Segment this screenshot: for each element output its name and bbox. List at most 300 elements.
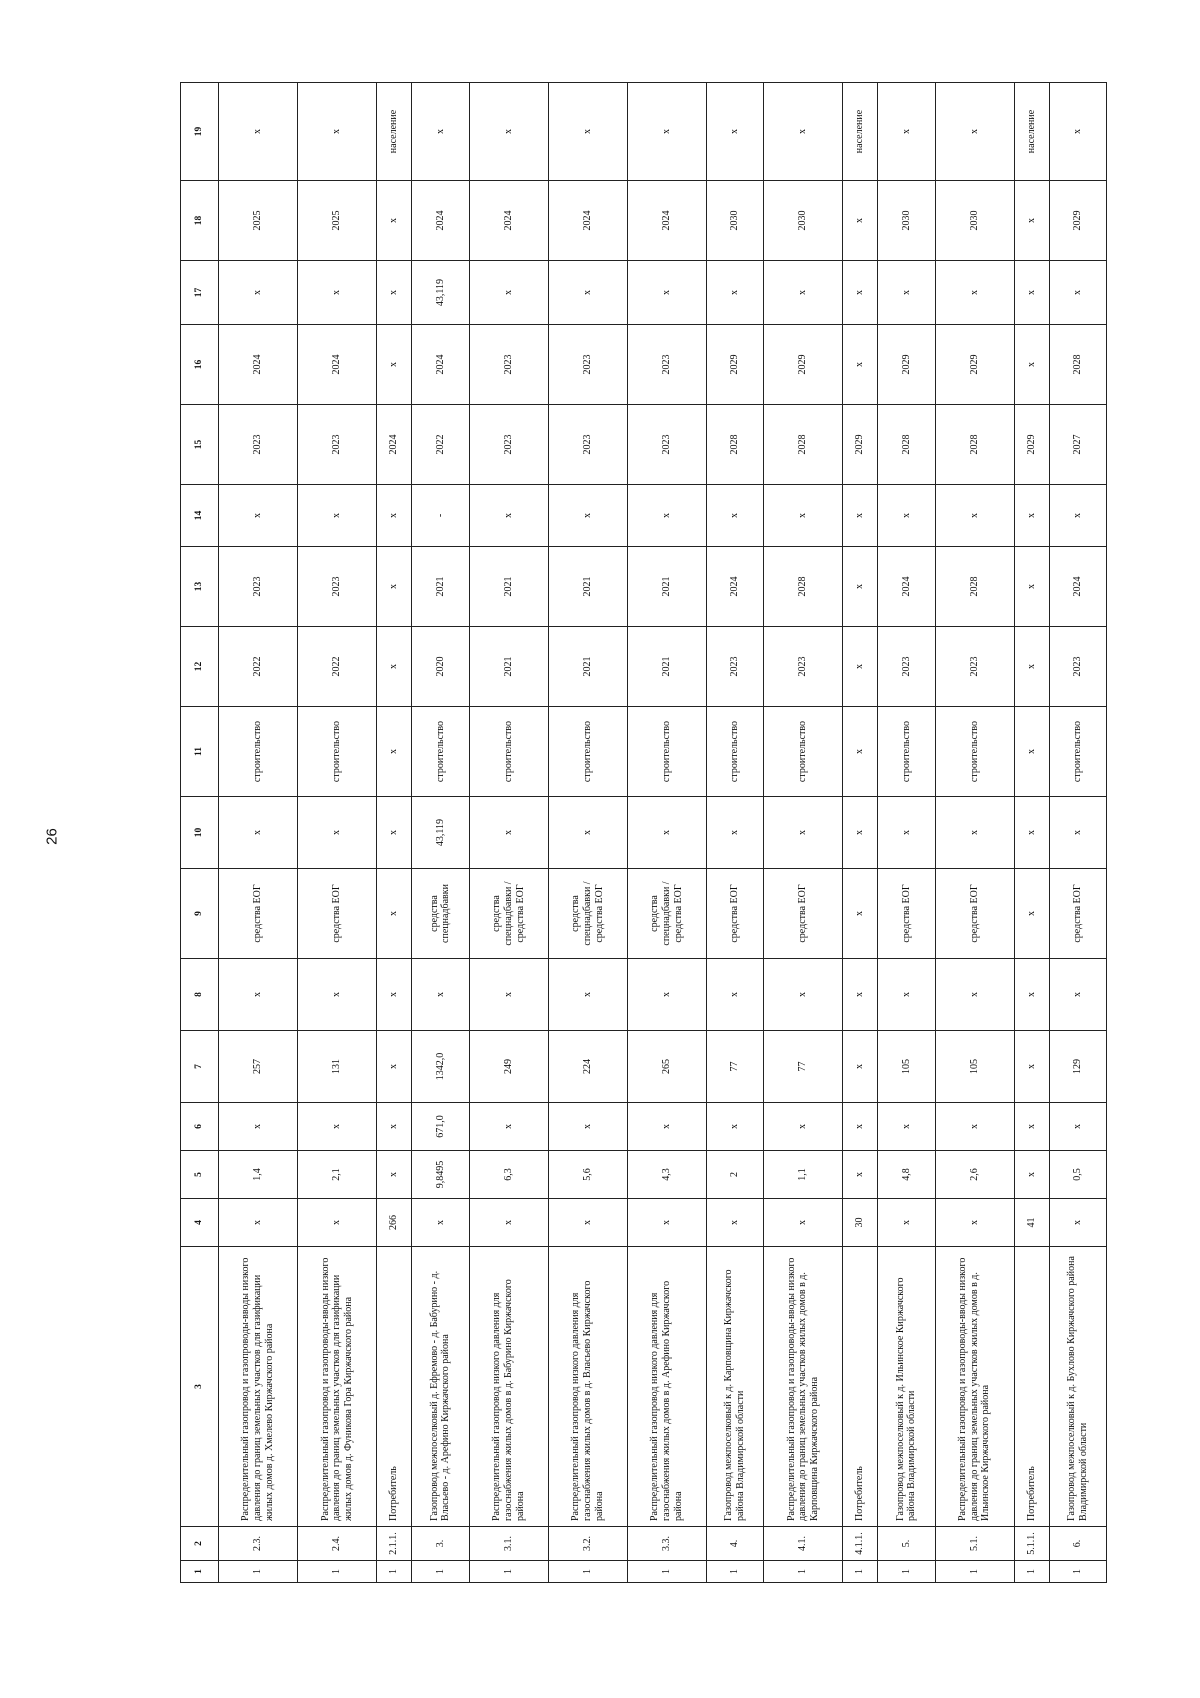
table-cell: 1 <box>1049 1561 1106 1583</box>
table-cell: x <box>843 325 878 405</box>
table-cell: 2 <box>707 1151 764 1199</box>
table-cell: x <box>935 83 1014 181</box>
table-cell: x <box>1014 707 1049 797</box>
table-row <box>412 83 469 1583</box>
table-cell: 0,5 <box>1049 1151 1106 1199</box>
table-row <box>1049 83 1106 1583</box>
table-cell: x <box>298 1103 377 1151</box>
table-cell: строительство <box>707 707 764 797</box>
table-cell: население <box>1014 83 1049 181</box>
table-cell: 257 <box>219 1031 298 1103</box>
table-cell: x <box>707 83 764 181</box>
table-cell: x <box>627 1199 706 1247</box>
header-cell: 9 <box>181 869 219 959</box>
description-cell: Распределительный газопровод и газопроводы-вводы низкого давления до границ земельных участков жилых домов в д. Ильинское Киржачского района <box>935 1247 1014 1527</box>
table-cell: x <box>935 959 1014 1031</box>
table-cell: x <box>377 627 412 707</box>
table-cell: 2020 <box>412 627 469 707</box>
description-cell: Распределительный газопровод низкого давления для газоснабжения жилых домов в д. Бабурино Киржачского района <box>469 1247 548 1527</box>
table-cell: строительство <box>627 707 706 797</box>
table-cell: x <box>935 1103 1014 1151</box>
table-cell: x <box>878 261 935 325</box>
table-cell: 3.2. <box>548 1527 627 1561</box>
table-cell: 2027 <box>1049 405 1106 485</box>
table-cell: 1,1 <box>764 1151 843 1199</box>
table-cell: x <box>1049 1199 1106 1247</box>
table-cell: 1 <box>377 1561 412 1583</box>
table-cell: x <box>1014 485 1049 547</box>
table-cell: 2,6 <box>935 1151 1014 1199</box>
table-cell: 1342,0 <box>412 1031 469 1103</box>
table-cell: 2029 <box>1014 405 1049 485</box>
table-cell: 2024 <box>1049 547 1106 627</box>
table-cell: x <box>843 181 878 261</box>
table-cell: 2023 <box>627 405 706 485</box>
table-cell: x <box>548 485 627 547</box>
table-cell: строительство <box>298 707 377 797</box>
table-row <box>843 83 878 1583</box>
table-cell: строительство <box>1049 707 1106 797</box>
table-row <box>1014 83 1049 1583</box>
table-cell: 2021 <box>469 547 548 627</box>
table-cell: x <box>377 1031 412 1103</box>
description-cell: Потребитель <box>843 1247 878 1527</box>
page-number: 26 <box>43 828 61 845</box>
table-cell: 2023 <box>548 325 627 405</box>
table-cell: x <box>298 261 377 325</box>
table-cell: x <box>377 547 412 627</box>
table-cell: x <box>469 797 548 869</box>
table-cell: x <box>377 485 412 547</box>
table-cell: x <box>219 83 298 181</box>
table-cell: 30 <box>843 1199 878 1247</box>
header-cell: 18 <box>181 181 219 261</box>
header-row <box>181 83 219 1583</box>
description-cell: Потребитель <box>377 1247 412 1527</box>
table-cell: 1,4 <box>219 1151 298 1199</box>
table-cell: x <box>1014 1151 1049 1199</box>
table-cell: 4. <box>707 1527 764 1561</box>
table-cell: x <box>548 959 627 1031</box>
table-cell: 2024 <box>377 405 412 485</box>
table-cell: 1 <box>935 1561 1014 1583</box>
table-cell: x <box>935 485 1014 547</box>
table-cell: 2024 <box>298 325 377 405</box>
table-viewport <box>180 109 1107 1583</box>
table-cell: x <box>219 261 298 325</box>
table-cell: 2025 <box>298 181 377 261</box>
table-cell: 6. <box>1049 1527 1106 1561</box>
header-cell: 1 <box>181 1561 219 1583</box>
header-cell: 3 <box>181 1247 219 1527</box>
table-cell: x <box>627 83 706 181</box>
description-cell: Распределительный газопровод и газопроводы-вводы низкого давления до границ земельных участков жилых домов в д. Карповщина Киржачского района <box>764 1247 843 1527</box>
header-cell: 15 <box>181 405 219 485</box>
header-cell: 2 <box>181 1527 219 1561</box>
table-cell: 671,0 <box>412 1103 469 1151</box>
table-cell: x <box>707 797 764 869</box>
table-cell: x <box>843 1151 878 1199</box>
table-body <box>181 83 1107 1583</box>
table-cell: 2025 <box>219 181 298 261</box>
data-table <box>180 82 1107 1583</box>
table-cell: 1 <box>548 1561 627 1583</box>
table-cell: x <box>377 261 412 325</box>
table-cell: 2023 <box>1049 627 1106 707</box>
header-cell: 10 <box>181 797 219 869</box>
table-cell: 2023 <box>298 547 377 627</box>
table-cell: x <box>1049 261 1106 325</box>
table-cell: 2023 <box>935 627 1014 707</box>
table-cell: x <box>843 869 878 959</box>
table-cell: 6,3 <box>469 1151 548 1199</box>
table-row <box>298 83 377 1583</box>
table-cell: x <box>298 959 377 1031</box>
table-cell: 2,1 <box>298 1151 377 1199</box>
table-cell: 1 <box>219 1561 298 1583</box>
description-cell: Распределительный газопровод низкого давления для газоснабжения жилых домов в д. Власьево Киржачского района <box>548 1247 627 1527</box>
table-cell: 2021 <box>627 547 706 627</box>
table-cell: средства ЕОГ <box>878 869 935 959</box>
table-cell: 2028 <box>935 547 1014 627</box>
table-cell: x <box>1049 959 1106 1031</box>
table-cell: x <box>843 1031 878 1103</box>
table-cell: 105 <box>935 1031 1014 1103</box>
table-cell: x <box>843 707 878 797</box>
table-cell: 2028 <box>764 405 843 485</box>
table-cell: 5,6 <box>548 1151 627 1199</box>
table-cell: 2024 <box>627 181 706 261</box>
table-cell: x <box>878 485 935 547</box>
table-cell: x <box>469 261 548 325</box>
table-cell: средства ЕОГ <box>1049 869 1106 959</box>
table-cell: x <box>1014 181 1049 261</box>
table-cell: x <box>707 485 764 547</box>
table-cell: x <box>843 959 878 1031</box>
table-cell: 2030 <box>935 181 1014 261</box>
table-row <box>377 83 412 1583</box>
table-cell: x <box>548 261 627 325</box>
table-cell: x <box>764 1103 843 1151</box>
table-cell: 2023 <box>548 405 627 485</box>
table-cell: x <box>764 261 843 325</box>
table-cell: x <box>1014 325 1049 405</box>
table-cell: строительство <box>764 707 843 797</box>
table-cell: 2024 <box>219 325 298 405</box>
table-cell: x <box>1049 1103 1106 1151</box>
table-cell: x <box>627 1103 706 1151</box>
table-cell: x <box>377 325 412 405</box>
table-cell: 4,3 <box>627 1151 706 1199</box>
header-cell: 7 <box>181 1031 219 1103</box>
table-cell: - <box>412 485 469 547</box>
table-cell: 224 <box>548 1031 627 1103</box>
table-cell: 2023 <box>298 405 377 485</box>
table-cell: 4.1. <box>764 1527 843 1561</box>
description-cell: Газопровод межпоселковый к д. Ильинское Киржачского района Владимирской области <box>878 1247 935 1527</box>
table-cell: x <box>219 797 298 869</box>
table-cell: 5. <box>878 1527 935 1561</box>
table-cell: средства спецнадбавки <box>412 869 469 959</box>
table-cell: x <box>377 181 412 261</box>
table-cell: x <box>843 547 878 627</box>
table-cell: средства спецнадбавки /средства ЕОГ <box>469 869 548 959</box>
table-cell: 1 <box>412 1561 469 1583</box>
table-cell: 5.1.1. <box>1014 1527 1049 1561</box>
table-cell: средства ЕОГ <box>707 869 764 959</box>
table-cell: 2030 <box>878 181 935 261</box>
header-cell: 14 <box>181 485 219 547</box>
table-cell: 2021 <box>548 627 627 707</box>
table-cell: население <box>377 83 412 181</box>
table-cell: 2028 <box>935 405 1014 485</box>
table-cell: 4.1.1. <box>843 1527 878 1561</box>
rotated-page <box>180 109 1107 1583</box>
table-cell: 2024 <box>469 181 548 261</box>
description-cell: Потребитель <box>1014 1247 1049 1527</box>
table-cell: 2023 <box>878 627 935 707</box>
table-cell: x <box>377 1151 412 1199</box>
table-cell: 4,8 <box>878 1151 935 1199</box>
table-cell: x <box>548 83 627 181</box>
table-row <box>707 83 764 1583</box>
table-cell: 1 <box>843 1561 878 1583</box>
description-cell: Распределительный газопровод и газопроводы-вводы низкого давления до границ земельных участков для газификации жилых домов д. Хмелево Киржачского района <box>219 1247 298 1527</box>
table-cell: x <box>935 1199 1014 1247</box>
table-cell: x <box>764 1199 843 1247</box>
header-cell: 19 <box>181 83 219 181</box>
table-cell: x <box>298 797 377 869</box>
table-cell: средства спецнадбавки /средства ЕОГ <box>548 869 627 959</box>
table-cell: x <box>764 83 843 181</box>
table-cell: 2021 <box>412 547 469 627</box>
table-cell: 1 <box>627 1561 706 1583</box>
table-cell: x <box>627 485 706 547</box>
table-cell: x <box>764 797 843 869</box>
table-cell: x <box>377 797 412 869</box>
table-cell: 2022 <box>298 627 377 707</box>
table-row <box>548 83 627 1583</box>
table-cell: строительство <box>935 707 1014 797</box>
table-cell: x <box>298 83 377 181</box>
table-cell: 2029 <box>1049 181 1106 261</box>
table-cell: средства ЕОГ <box>298 869 377 959</box>
table-cell: 2024 <box>878 547 935 627</box>
table-cell: x <box>707 261 764 325</box>
table-cell: x <box>627 797 706 869</box>
table-cell: 131 <box>298 1031 377 1103</box>
table-cell: 1 <box>707 1561 764 1583</box>
table-cell: строительство <box>469 707 548 797</box>
table-cell: 2024 <box>412 181 469 261</box>
table-cell: x <box>843 797 878 869</box>
table-cell: x <box>1014 1031 1049 1103</box>
table-cell: x <box>878 959 935 1031</box>
table-cell: x <box>764 959 843 1031</box>
table-cell: 2022 <box>219 627 298 707</box>
table-cell: x <box>469 485 548 547</box>
table-cell: 1 <box>1014 1561 1049 1583</box>
table-cell: 5.1. <box>935 1527 1014 1561</box>
table-cell: x <box>1014 547 1049 627</box>
table-cell: x <box>878 1199 935 1247</box>
table-cell: x <box>1014 261 1049 325</box>
table-row <box>219 83 298 1583</box>
table-cell: 2023 <box>469 325 548 405</box>
header-cell: 8 <box>181 959 219 1031</box>
table-cell: x <box>1049 83 1106 181</box>
table-cell: 249 <box>469 1031 548 1103</box>
description-cell: Газопровод межпоселковый к д. Карповщина Киржачского района Владимирской области <box>707 1247 764 1527</box>
table-row <box>878 83 935 1583</box>
table-cell: 2028 <box>707 405 764 485</box>
table-cell: 77 <box>707 1031 764 1103</box>
table-cell: 43,119 <box>412 797 469 869</box>
table-cell: средства ЕОГ <box>935 869 1014 959</box>
table-cell: 2024 <box>412 325 469 405</box>
table-cell: 2030 <box>707 181 764 261</box>
table-cell: строительство <box>548 707 627 797</box>
table-cell: x <box>219 485 298 547</box>
table-cell: x <box>935 261 1014 325</box>
table-cell: 1 <box>469 1561 548 1583</box>
table-cell: средства ЕОГ <box>219 869 298 959</box>
table-cell: 266 <box>377 1199 412 1247</box>
table-cell: x <box>548 1103 627 1151</box>
table-cell: 2021 <box>548 547 627 627</box>
table-cell: 2022 <box>412 405 469 485</box>
table-cell: средства спецнадбавки /средства ЕОГ <box>627 869 706 959</box>
header-cell: 17 <box>181 261 219 325</box>
table-cell: x <box>377 707 412 797</box>
table-cell: x <box>627 959 706 1031</box>
table-cell: 2.1.1. <box>377 1527 412 1561</box>
header-cell: 5 <box>181 1151 219 1199</box>
header-cell: 13 <box>181 547 219 627</box>
table-cell: x <box>1014 627 1049 707</box>
table-cell: x <box>707 1103 764 1151</box>
description-cell: Газопровод межпоселковый д. Ефремово - д. Бабурино - д. Власьево - д. Арефино Киржачского района <box>412 1247 469 1527</box>
table-cell: 43,119 <box>412 261 469 325</box>
table-cell: 265 <box>627 1031 706 1103</box>
table-cell: x <box>878 83 935 181</box>
table-cell: 2028 <box>878 405 935 485</box>
table-row <box>469 83 548 1583</box>
table-cell: население <box>843 83 878 181</box>
table-cell: 2029 <box>707 325 764 405</box>
table-cell: 2023 <box>219 547 298 627</box>
table-cell: x <box>843 485 878 547</box>
table-cell: строительство <box>878 707 935 797</box>
table-cell: x <box>707 1199 764 1247</box>
table-cell: строительство <box>219 707 298 797</box>
table-cell: 3.1. <box>469 1527 548 1561</box>
table-cell: 2024 <box>548 181 627 261</box>
table-cell: x <box>707 959 764 1031</box>
table-cell: 2029 <box>878 325 935 405</box>
table-cell: x <box>843 261 878 325</box>
table-cell: x <box>469 959 548 1031</box>
table-cell: средства ЕОГ <box>764 869 843 959</box>
table-cell: 1 <box>298 1561 377 1583</box>
table-cell: 2030 <box>764 181 843 261</box>
table-cell: x <box>377 959 412 1031</box>
table-cell: x <box>548 797 627 869</box>
header-cell: 16 <box>181 325 219 405</box>
table-cell: 2023 <box>707 627 764 707</box>
table-cell: x <box>219 959 298 1031</box>
description-cell: Газопровод межпоселковый к д. Бухлово Киржачского района Владимирской области <box>1049 1247 1106 1527</box>
table-cell: 2021 <box>469 627 548 707</box>
table-row <box>627 83 706 1583</box>
table-cell: x <box>1014 959 1049 1031</box>
description-cell: Распределительный газопровод низкого давления для газоснабжения жилых домов в д. Арефино Киржачского района <box>627 1247 706 1527</box>
header-cell: 6 <box>181 1103 219 1151</box>
table-cell: x <box>548 1199 627 1247</box>
table-cell: 1 <box>764 1561 843 1583</box>
table-cell: x <box>298 1199 377 1247</box>
table-cell: 2028 <box>764 547 843 627</box>
table-cell: x <box>764 485 843 547</box>
table-cell: x <box>878 1103 935 1151</box>
table-cell: 9,8495 <box>412 1151 469 1199</box>
table-cell: x <box>219 1199 298 1247</box>
table-cell: 2023 <box>469 405 548 485</box>
table-cell: 77 <box>764 1031 843 1103</box>
header-cell: 11 <box>181 707 219 797</box>
table-cell: 2.4. <box>298 1527 377 1561</box>
table-cell: x <box>469 83 548 181</box>
table-cell: 2023 <box>764 627 843 707</box>
table-cell: x <box>469 1103 548 1151</box>
description-cell: Распределительный газопровод и газопроводы-вводы низкого давления до границ земельных участков для газификации жилых домов д. Фуникова Гора Киржачского района <box>298 1247 377 1527</box>
table-cell: x <box>1049 797 1106 869</box>
table-cell: x <box>1014 797 1049 869</box>
table-cell: 2024 <box>707 547 764 627</box>
table-cell: 3. <box>412 1527 469 1561</box>
table-cell: 3.3. <box>627 1527 706 1561</box>
table-row <box>764 83 843 1583</box>
table-cell: x <box>843 627 878 707</box>
table-cell: x <box>469 1199 548 1247</box>
table-cell: x <box>878 797 935 869</box>
table-cell: x <box>412 1199 469 1247</box>
table-cell: строительство <box>412 707 469 797</box>
table-cell: x <box>219 1103 298 1151</box>
table-cell: x <box>377 1103 412 1151</box>
table-cell: x <box>377 869 412 959</box>
table-cell: 2023 <box>627 325 706 405</box>
table-cell: x <box>1049 485 1106 547</box>
table-cell: 105 <box>878 1031 935 1103</box>
table-cell: x <box>1014 1103 1049 1151</box>
table-cell: 2028 <box>1049 325 1106 405</box>
table-cell: x <box>298 485 377 547</box>
table-cell: 2029 <box>843 405 878 485</box>
table-cell: 129 <box>1049 1031 1106 1103</box>
table-cell: 1 <box>878 1561 935 1583</box>
table-cell: x <box>412 83 469 181</box>
table-row <box>935 83 1014 1583</box>
header-cell: 4 <box>181 1199 219 1247</box>
table-cell: 2029 <box>935 325 1014 405</box>
table-cell: 41 <box>1014 1199 1049 1247</box>
header-cell: 12 <box>181 627 219 707</box>
table-cell: x <box>412 959 469 1031</box>
table-cell: x <box>843 1103 878 1151</box>
table-cell: 2029 <box>764 325 843 405</box>
table-cell: x <box>1014 869 1049 959</box>
